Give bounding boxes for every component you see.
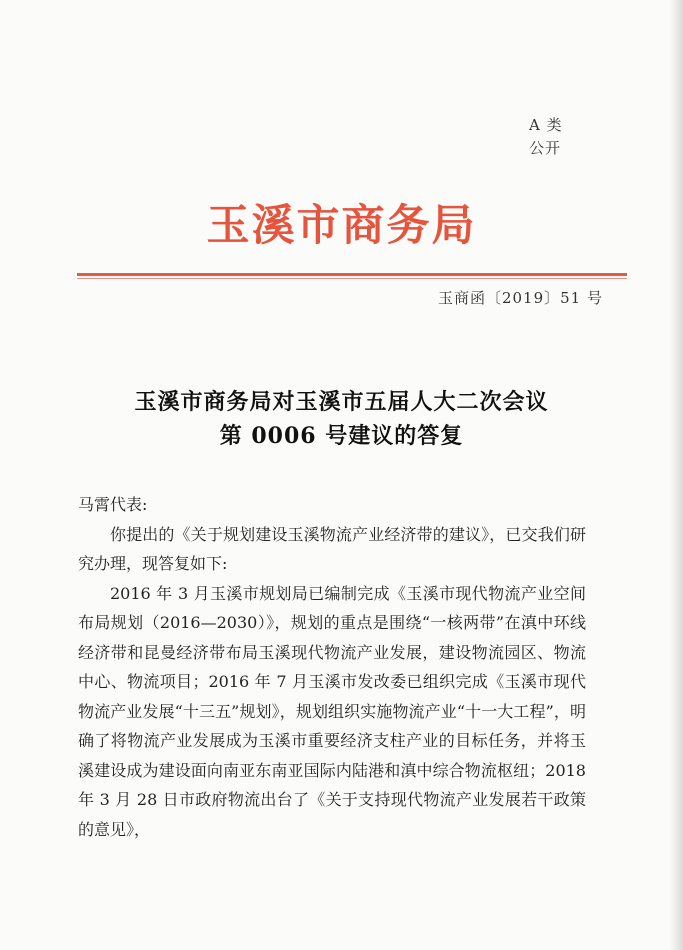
document-title <box>0 385 683 453</box>
document-title-line-2: 第 0006 号建议的答复 <box>219 423 464 449</box>
document-number: 玉商函〔2019〕51 号 <box>437 289 603 307</box>
salutation: 马霄代表: <box>78 495 148 514</box>
disclosure-label: 公开 <box>529 139 562 157</box>
classification-block <box>529 114 589 160</box>
document-title-line-1: 玉溪市商务局对玉溪市五届人大二次会议 <box>134 389 549 415</box>
body-paragraph-1: 你提出的《关于规划建设玉溪物流产业经济带的建议》，已交我们研究办理，现答复如下: <box>78 524 586 573</box>
page-edge-shadow <box>669 0 683 950</box>
category-label: A 类 <box>529 116 563 134</box>
body-paragraph-2: 2016 年 3 月玉溪市规划局已编制完成《玉溪市现代物流产业空间布局规划（2016—2030）》，规划的重点是围绕“一核两带”在滇中环线经济带和昆曼经济带布局玉溪现代物流产业发展，建设物流园区、物流中心、物流项目；2016 年 7 月玉溪市发改委已组织完成《玉溪市现代物流产业发展“十三五”规划》，规划组织实施物流产业“十一大工程”，明确了将物流产业发展成为玉溪市重要经济支柱产业的目标任务，并将玉溪建设成为建设面向南亚东南亚国际内陆港和滇中综合物流枢纽；2018 年 3 月 28 日市政府物流出台了《关于支持现代物流产业发展若干政策的意见》， <box>78 583 586 839</box>
masthead-rule-thin <box>77 278 627 279</box>
document-body <box>78 490 586 844</box>
agency-masthead: 玉溪市商务局 <box>206 201 477 251</box>
masthead-rule-thick <box>77 273 627 276</box>
